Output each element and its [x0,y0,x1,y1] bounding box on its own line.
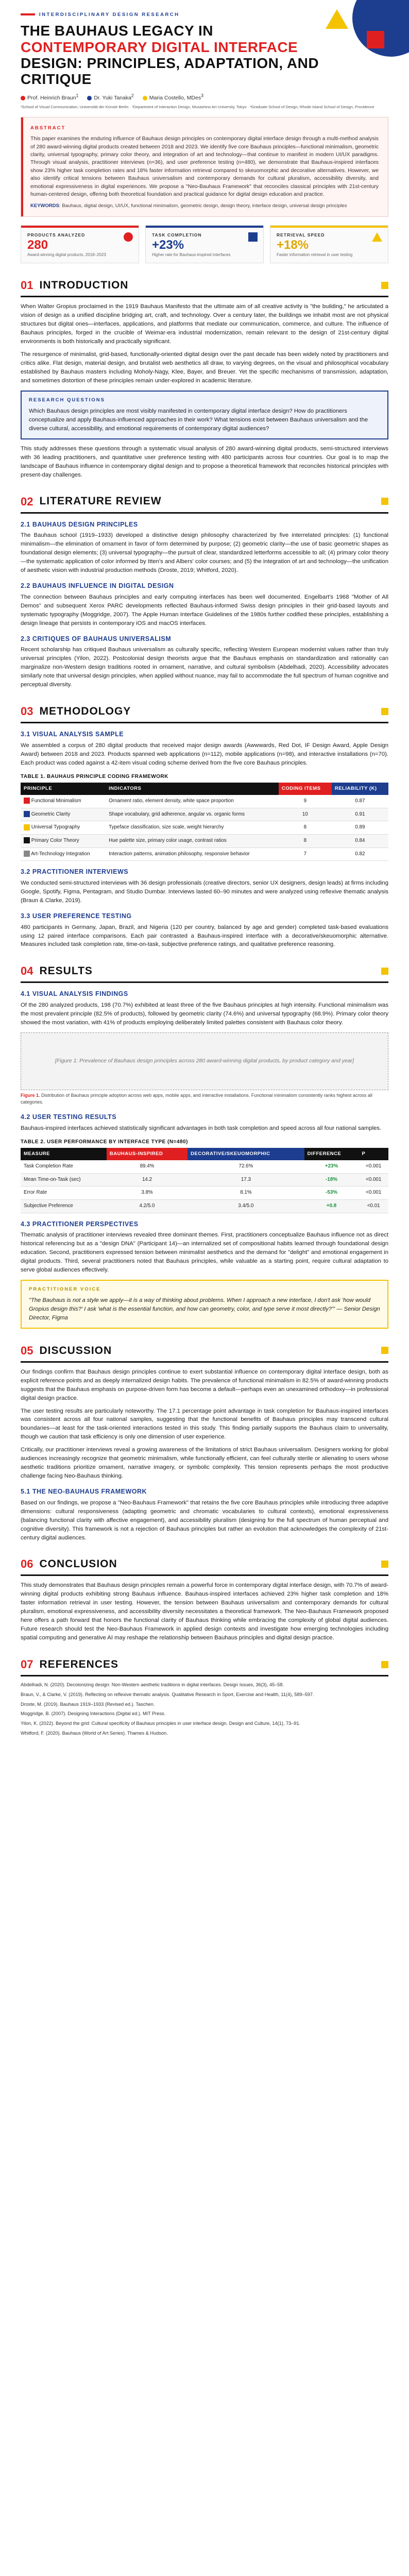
table-cell: 89.4% [107,1160,188,1173]
reference-item: Droste, M. (2019). Bauhaus 1919–1933 (Revised ed.). Taschen. [21,1701,155,1707]
stat-card-retrieval [270,225,388,264]
author-2 [87,95,133,101]
section-methodology [21,703,388,949]
paragraph: The resurgence of minimalist, grid-based, functionally-oriented digital design over the past decade has been widely noted by practitioners and critics alike. Flat design, material design, and brutalist web aesthetics all draw, to varying degrees, on the visual and philosophical vocabulary established by Bauhaus masters including Moholy-Nagy, Klee, Bayer, and Breuer. Yet the specific mechanisms of transmission, adaptation, and sometimes distortion of these principles remain under-explored in academic literature. [21,351,388,384]
table-cell: Mean Time-on-Task (sec) [21,1173,107,1187]
stat-products-value: 280 [27,238,48,252]
table-cell: 14.2 [107,1173,188,1187]
table-cell [21,848,106,861]
reference-item: Moggridge, B. (2007). Designing Interactions (Digital ed.). MIT Press. [21,1711,166,1717]
practitioner-quote [21,1280,388,1329]
author-1 [21,95,78,101]
section-title: INTRODUCTION [39,279,129,292]
table-row [21,808,388,821]
author-3-dot [143,96,147,100]
stat-retrieval-sub: Faster information retrieval in user testing [277,252,353,258]
table-header-cell: CODING ITEMS [279,783,332,795]
stat-products-label: PRODUCTS ANALYZED [27,232,86,238]
table-cell: 0.89 [332,821,388,835]
table-cell: -18% [304,1173,359,1187]
table-cell: 0.82 [332,848,388,861]
square-icon [381,1561,388,1568]
table-cell: 8.1% [188,1187,304,1200]
table-1-caption: TABLE 1. BAUHAUS PRINCIPLE CODING FRAMEWORK [21,773,168,779]
principle-name: Art-Technology Integration [31,851,90,857]
table-cell [21,821,106,835]
paragraph: Thematic analysis of practitioner interviews revealed three dominant themes. First, practitioners conceptualize Bauhaus influence not as direct historical referencing but as a "design DNA" (Participant 14)—an internalized set of compositional habits learned through foundational design education. Second, practitioners expressed tension between minimalist aesthetics and the demand for "delight" and emotional engagement in digital products. Third, several practitioners noted that Bauhaus principles, while valuable as a starting point, require cultural adaptation to serve global audiences effectively. [21,1232,388,1274]
author-1-name: Prof. Heinrich Braun [27,95,76,101]
paragraph: Of the 280 analyzed products, 198 (70.7%) exhibited at least three of the five Bauhaus principles at high intensity. Functional minimalism was the most prevalent principle (82.5% of products), followed by geometric clarity (74.6%) and universal typography (68.9%). Primary color theory showed the most variation, with 41% of products employing deliberately limited palettes consistent with Bauhaus color theory. [21,1002,388,1026]
reference-item: Yilon, K. (2022). Beyond the grid: Cultural specificity of Bauhaus principles in user interface design. Design and Culture, 14(1), 73–91. [21,1721,301,1726]
keywords: KEYWORDS: Bauhaus, digital design, UI/UX, functional minimalism, geometric design, design theory, interface design, universal design principles [30,203,347,209]
section-number: 01 [21,279,33,292]
color-swatch [24,811,30,817]
table-cell: <0.001 [359,1187,388,1200]
square-icon [381,282,388,289]
table-header-cell: MEASURE [21,1148,107,1160]
paragraph: Critically, our practitioner interviews reveal a growing awareness of the limitations of strict Bauhaus universalism. Designers working for global audiences increasingly recognize that geometric minimalism, while functionally efficient, can feel culturally sterile or alienating to users whose aesthetic traditions prioritize ornament, narrative imagery, or symbolic complexity. This tension represents perhaps the most productive challenge facing Neo-Bauhaus thinking. [21,1447,388,1480]
paragraph: When Walter Gropius proclaimed in the 1919 Bauhaus Manifesto that the ultimate aim of all creative activity is "the building," he articulated a vision of design as a unified discipline bridging art, craft, and technology. Over a century later, the buildings we inhabit most are not physical structures but digital ones—interfaces, applications, and platforms that mediate our communication, commerce, and culture. The influence of Bauhaus principles, forged in the crucible of Weimar-era industrial modernization, remain relevant to the design of 21st-century digital environments is both historically and practically significant. [21,303,388,345]
paragraph: The connection between Bauhaus principles and early computing interfaces has been well documented. Engelbart's 1968 "Mother of All Demos" and subsequent Xerox PARC developments reflected Bauhaus-informed Swiss design principles in their grid-based layouts and systematic typography (Moggridge, 2007). The Apple Human Interface Guidelines of the 1980s further codified these principles, establishing a design lineage that persists in contemporary iOS and macOS interfaces. [21,594,388,626]
subsection-title: 4.1 VISUAL ANALYSIS FINDINGS [21,990,128,998]
table-row [21,848,388,861]
table-row [21,1160,388,1173]
circle-icon [123,232,133,242]
stat-retrieval-value: +18% [277,238,309,252]
table-row [21,1187,388,1200]
table-header-row [21,783,388,795]
table-cell: Error Rate [21,1187,107,1200]
paper-title [21,23,330,87]
paper-header [0,0,409,110]
table-row [21,1199,388,1213]
author-2-sup: 2 [131,93,134,98]
table-cell: 0.91 [332,808,388,821]
section-title: METHODOLOGY [39,705,131,717]
section-heading-conclusion [21,1555,388,1576]
stat-task-value: +23% [152,238,184,252]
triangle-icon [371,232,383,242]
table-header-cell: DIFFERENCE [304,1148,359,1160]
title-part-2: DESIGN: PRINCIPLES, ADAPTATION, AND CRITIQUE [21,55,319,88]
paragraph: This study demonstrates that Bauhaus design principles remain a powerful force in contemporary digital interface design, with 70.7% of award-winning digital products exhibiting strong Bauhaus influence. Bauhaus-inspired interfaces achieved 23% higher task completion and 18% faster information retrieval in user testing. However, the tension between Bauhaus universalism and contemporary demands for cultural pluralism, emotional expressiveness, and accessibility diversity necessitates a theoretical framework. The Neo-Bauhaus Framework proposed here offers a path forward that honors the functional clarity of Bauhaus thinking while embracing the complexity of global digital audiences. Future research should test the Neo-Bauhaus Framework in applied design contexts and investigate how emerging technologies including spatial computing and generative AI may reshape the relationship between Bauhaus principles and digital design practice. [21,1582,388,1641]
table-cell: 8 [279,834,332,848]
subsection-title: 2.1 BAUHAUS DESIGN PRINCIPLES [21,520,138,528]
color-swatch [24,798,30,804]
square-icon [381,1347,388,1354]
table-cell: Typeface classification, size scale, weight hierarchy [106,821,279,835]
square-icon [381,1661,388,1668]
section-conclusion [21,1555,388,1642]
author-3-name: Maria Costello, MDes [149,95,201,101]
table-header-cell: RELIABILITY (Κ) [332,783,388,795]
color-swatch [24,824,30,831]
subsection-title: 2.2 BAUHAUS INFLUENCE IN DIGITAL DESIGN [21,582,174,590]
square-icon [381,498,388,505]
table-row [21,795,388,808]
table-cell: +23% [304,1160,359,1173]
section-title: LITERATURE REVIEW [39,495,162,507]
principle-name: Geometric Clarity [31,811,71,817]
table-cell: 8 [279,821,332,835]
table-cell [21,795,106,808]
stat-products-sub: Award-winning digital products, 2018–2023 [27,252,106,258]
table-cell: Ornament ratio, element density, white space proportion [106,795,279,808]
subsection-title: 4.2 USER TESTING RESULTS [21,1113,117,1121]
table-row [21,821,388,835]
author-1-dot [21,96,25,100]
section-title: RESULTS [39,965,93,977]
reference-item: Abdelhadi, N. (2020). Decolonizing design: Non-Western aesthetic traditions in digital interfaces. Design Issues, 36(3), 45–58. [21,1682,284,1687]
principle-name: Primary Color Theory [31,837,79,843]
table-1-coding-framework [21,783,388,861]
author-2-dot [87,96,92,100]
table-cell: 3.4/5.0 [188,1199,304,1213]
table-cell [21,834,106,848]
callout-text: Which Bauhaus design principles are most visibly manifested in contemporary digital interface design? How do practitioners conceptualize and apply Bauhaus-influenced approaches in their work? What tensions exist between Bauhaus universalism and the diverse cultural, accessibility, and emotional requirements of contemporary digital audiences? [29,408,368,432]
table-header-cell: P [359,1148,388,1160]
table-row [21,1173,388,1187]
table-cell: -53% [304,1187,359,1200]
section-title: DISCUSSION [39,1344,112,1357]
section-heading-methods [21,703,388,723]
table-cell: 0.84 [332,834,388,848]
stat-card-task-bar [146,226,263,228]
table-header-cell: PRINCIPLE [21,783,106,795]
author-3-sup: 3 [201,93,203,98]
stat-retrieval-label: RETRIEVAL SPEED [277,232,325,238]
section-number: 03 [21,705,33,718]
section-heading-references [21,1656,388,1676]
table-cell: Shape vocabulary, grid adherence, angular vs. organic forms [106,808,279,821]
stat-card-retrieval-bar [270,226,388,228]
callout-heading: RESEARCH QUESTIONS [29,397,105,403]
section-number: 07 [21,1658,33,1671]
kicker-text: INTERDISCIPLINARY DESIGN RESEARCH [39,12,180,18]
table-cell: +0.8 [304,1199,359,1213]
paragraph: This study addresses these questions through a systematic visual analysis of 280 award-winning digital products, semi-structured interviews with 36 leading practitioners, and quantitative user preference testing with 480 participants across four countries. Our goal is to map the landscape of Bauhaus influence in contemporary digital design and to propose a theoretical framework that reconciles historical principles with present-day challenges. [21,445,388,478]
author-3 [143,95,203,101]
paragraph: The user testing results are particularly noteworthy. The 17.1 percentage point advantage in task completion for Bauhaus-inspired interfaces was consistent across all four national samples, suggesting that the functional benefits of Bauhaus principles may transcend cultural boundaries—at least for the task-oriented interactions tested in this study. This finding partially supports the Bauhaus claim to universality, though we caution that task efficiency is only one dimension of user experience. [21,1408,388,1440]
reference-item: Braun, V., & Clarke, V. (2019). Reflecting on reflexive thematic analysis. Qualitative Research in Sport, Exercise and Health, 11(4), 589–597. [21,1691,314,1697]
table-cell: Hue palette size, primary color usage, contrast ratios [106,834,279,848]
table-cell: 4.2/5.0 [107,1199,188,1213]
square-icon [381,708,388,715]
table-2-caption: TABLE 2. USER PERFORMANCE BY INTERFACE TYPE (N=480) [21,1139,188,1145]
section-number: 06 [21,1557,33,1571]
table-cell: 72.6% [188,1160,304,1173]
section-number: 02 [21,495,33,508]
table-cell: 0.87 [332,795,388,808]
author-list [21,93,388,103]
principle-name: Functional Minimalism [31,798,81,804]
stat-task-sub: Higher rate for Bauhaus-inspired interfaces [152,252,231,258]
color-swatch [24,837,30,843]
research-questions-callout [21,391,388,439]
section-heading-intro [21,277,388,297]
table-cell: <0.001 [359,1160,388,1173]
author-1-sup: 1 [76,93,79,98]
kicker-bar [21,13,35,15]
keywords-label: KEYWORDS [30,203,59,209]
paragraph: We conducted semi-structured interviews with 36 design professionals (creative directors, senior UX designers, design leads) at firms including Google, Spotify, Figma, Pentagram, and Studio Dumbar. Interviews lasted 60–90 minutes and were analyzed using reflexive thematic analysis (Braun & Clarke, 2019). [21,880,388,904]
paragraph: The Bauhaus school (1919–1933) developed a distinctive design philosophy characterized by five interrelated principles: (1) functional minimalism—the elimination of ornament in favor of form determined by purpose; (2) geometric clarity—the use of basic geometric shapes as foundational design elements; (3) universal typography—the pursuit of clear, standardized letterforms accessible to all; (4) primary color theory—the systematic application of color informed by Itten's and Albers' color courses; and (5) the integration of art and technology—the unification of aesthetic vision with industrial production methods (Droste, 2019; Whitford, 2020). [21,532,388,574]
title-highlight: CONTEMPORARY DIGITAL INTERFACE [21,39,298,55]
subsection-title: 3.2 PRACTITIONER INTERVIEWS [21,868,129,876]
color-swatch [24,851,30,857]
stat-cards [21,225,388,264]
section-number: 05 [21,1344,33,1357]
section-references [21,1656,388,1737]
principle-name: Universal Typography [31,824,80,831]
quote-heading: PRACTITIONER VOICE [29,1286,101,1293]
subsection-title: 3.1 VISUAL ANALYSIS SAMPLE [21,731,124,738]
section-discussion [21,1342,388,1543]
paragraph: Based on our findings, we propose a "Neo-Bauhaus Framework" that retains the five core Bauhaus principles while introducing three adaptive dimensions: cultural responsiveness (adapting geometric and chromatic vocabularies to cultural contexts), emotional expressiveness (balancing functional clarity with affective engagement), and accessibility pluralism (designing for the full spectrum of human perceptual and cognitive diversity). This framework is not a rejection of Bauhaus principles but rather an evolution that acknowledges the complexity of 21st-century digital audiences. [21,1499,388,1541]
subsection-title: 5.1 THE NEO-BAUHAUS FRAMEWORK [21,1488,147,1495]
table-cell: Task Completion Rate [21,1160,107,1173]
square-icon [381,968,388,975]
figure-caption-text: Distribution of Bauhaus principle adoption across web apps, mobile apps, and interactive installations. Functional minimalism consistently ranks highest across all categories. [21,1092,372,1105]
table-header-cell: DECORATIVE/SKEUOMORPHIC [188,1148,304,1160]
section-literature-review [21,493,388,689]
paragraph: We assembled a corpus of 280 digital products that received major design awards (Awwwards, Red Dot, IF Design Award, Apple Design Award) between 2018 and 2023. Products spanned web applications (n=112), mobile applications (n=98), and interactive installations (n=70). Each product was coded against a 42-item visual coding scheme derived from the five core Bauhaus principles. [21,742,388,766]
subsection-title: 4.3 PRACTITIONER PERSPECTIVES [21,1220,139,1228]
abstract-box [21,117,388,217]
stat-card-products-bar [21,226,139,228]
paragraph: 480 participants in Germany, Japan, Brazil, and Nigeria (120 per country, balanced by age and gender) completed task-based evaluations using 12 paired interface comparisons. Each pair contrasted a Bauhaus-inspired interface with a decorative/skeuomorphic alternative. Measures included task completion rate, time-on-task, subjective preference ratings, and qualitative preference reasoning. [21,924,388,948]
section-title: REFERENCES [39,1658,119,1670]
table-header-cell: BAUHAUS-INSPIRED [107,1148,188,1160]
reference-item: Whitford, F. (2020). Bauhaus (World of Art Series). Thames & Hudson. [21,1730,168,1736]
table-cell: <0.01 [359,1199,388,1213]
table-cell: 10 [279,808,332,821]
author-2-name: Dr. Yuki Tanaka [94,95,131,101]
quote-text: "The Bauhaus is not a style we apply—it is a way of thinking about problems. When I approach a new interface, I don't ask 'how would Gropius design this?' I ask 'what is the essential function, and how can geometry, color, and type serve it most directly?'" — Senior Design Director, Figma [29,1297,380,1321]
section-results [21,962,388,1328]
figure-1-placeholder: [Figure 1: Prevalence of Bauhaus design principles across 280 award-winning digital products, by product category and year] [21,1032,388,1090]
table-cell: 7 [279,848,332,861]
table-cell [21,808,106,821]
keywords-text: Bauhaus, digital design, UI/UX, functional minimalism, geometric design, design theory, interface design, universal design principles [62,203,347,209]
abstract-text: This paper examines the enduring influence of Bauhaus design principles on contemporary digital interface design through a multi-method analysis of 280 award-winning digital products created between 2018 and 2023. We identify five core Bauhaus principles—functional minimalism, geometric clarity, universal typography, primary color theory, and integration of art and technology—that continue to manifest in modern UI/UX paradigms. Through visual analysis, practitioner interviews (n=36), and user preference testing (n=480), we demonstrate that Bauhaus-inspired interfaces show 23% higher task completion rates and 18% faster information retrieval compared to skeuomorphic and decorative alternatives. However, we also identify critical tensions between Bauhaus universalism and contemporary demands for cultural pluralism, accessibility diversity, and emotional expressiveness in digital experiences. We propose a "Neo-Bauhaus Framework" that reconciles classical principles with 21st-century human-centered design, offering both theoretical foundation and practical guidance for digital design education and practice. [30,136,379,198]
stat-card-task-completion [145,225,264,264]
table-header-row [21,1148,388,1160]
table-row [21,834,388,848]
paragraph: Our findings confirm that Bauhaus design principles continue to exert substantial influence on contemporary digital interface design, both as explicit reference points and as deeply internalized design habits. The prevalence of functional minimalism in 82.5% of award-winning products suggests that the Bauhaus emphasis on purpose-driven form has become a default—perhaps even an unexamined orthodoxy—in professional digital design practice. [21,1368,388,1401]
square-icon [248,232,258,242]
title-part-1: THE BAUHAUS LEGACY IN [21,23,214,39]
abstract-heading: ABSTRACT [30,125,66,131]
subsection-title: 3.3 USER PREFERENCE TESTING [21,912,132,920]
section-heading-lit [21,493,388,514]
section-heading-discussion [21,1342,388,1363]
subsection-title: 2.3 CRITIQUES OF BAUHAUS UNIVERSALISM [21,635,172,642]
affiliations: ¹School of Visual Communication, Universität der Künste Berlin · ²Department of Interaction Design, Musashino Art University, Tokyo · ³Graduate School of Design, Rhode Island School of Design, Providence [21,104,374,109]
table-cell: Interaction patterns, animation philosophy, responsive behavior [106,848,279,861]
paragraph: Recent scholarship has critiqued Bauhaus universalism as culturally specific, reflecting Western European modernist values rather than truly universal principles (Yilon, 2022). Postcolonial design theorists argue that the Bauhaus emphasis on standardization and rationality can marginalize non-Western design traditions rooted in ornament, narrative, and cultural symbolism (Abdelhadi, 2020). Accessibility advocates similarly note that universal design principles, when applied without nuance, may fail to accommodate the full spectrum of human cognitive and perceptual diversity. [21,647,388,688]
stat-card-products [21,225,139,264]
table-cell: 3.8% [107,1187,188,1200]
table-2-user-performance [21,1148,388,1213]
journal-kicker [21,11,388,19]
paragraph: Bauhaus-inspired interfaces achieved statistically significant advantages in both task completion and speed across all four national samples. [21,1125,382,1131]
figure-1-caption [21,1092,388,1106]
stat-task-label: TASK COMPLETION [152,232,202,238]
section-number: 04 [21,964,33,978]
table-cell: 9 [279,795,332,808]
section-heading-results [21,962,388,983]
table-cell: Subjective Preference [21,1199,107,1213]
table-cell: <0.001 [359,1173,388,1187]
table-cell: 17.3 [188,1173,304,1187]
figure-caption-label: Figure 1. [21,1092,40,1098]
table-header-cell: INDICATORS [106,783,279,795]
section-introduction [21,277,388,479]
section-title: CONCLUSION [39,1558,117,1570]
